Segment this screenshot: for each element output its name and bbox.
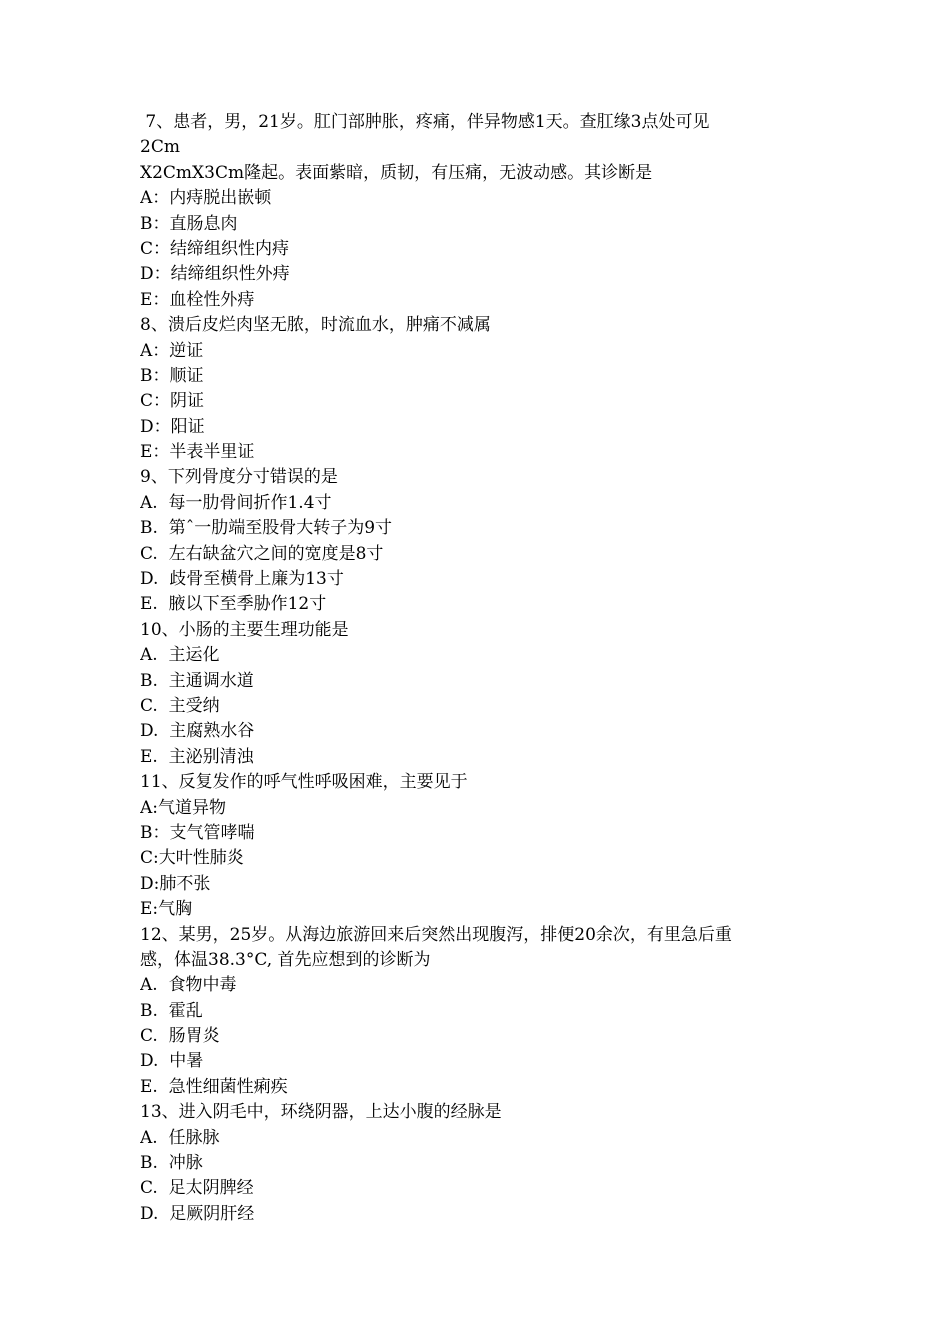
question-7-option-b: B：直肠息肉 (140, 213, 238, 234)
question-7-option-c: C：结缔组织性内痔 (140, 238, 290, 259)
question-7-stem-cont: X2CmX3Cm隆起。表面紫暗，质韧，有压痛，无波动感。其诊断是 (140, 162, 653, 183)
question-8-option-b: B：顺证 (140, 365, 204, 386)
question-7-option-a: A：内痔脱出嵌顿 (140, 188, 272, 209)
question-12-option-a: A. 食物中毒 (140, 975, 237, 996)
question-13-stem: 13、进入阴毛中，环绕阴器，上达小腹的经脉是 (140, 1102, 502, 1123)
question-7-stem: 7、患者，男，21岁。肛门部肿胀，疼痛，伴异物感1天。查肛缘3点处可见 (140, 112, 710, 132)
question-10-option-c: C. 主受纳 (140, 695, 220, 716)
question-8-option-a: A：逆证 (140, 340, 204, 361)
question-9-option-d: D. 歧骨至横骨上廉为13寸 (140, 569, 344, 590)
question-11-option-e: E:气胸 (140, 899, 193, 920)
question-10-stem: 10、小肠的主要生理功能是 (140, 619, 349, 640)
question-12-option-e: E. 急性细菌性痢疾 (140, 1076, 288, 1097)
question-7-option-e: E：血栓性外痔 (140, 289, 255, 310)
question-10-option-a: A. 主运化 (140, 645, 220, 666)
question-7-stem-cont: 2Cm (140, 137, 180, 158)
question-11-option-d: D:肺不张 (140, 873, 211, 894)
question-12-option-c: C. 肠胃炎 (140, 1026, 220, 1047)
question-11-option-a: A:气道异物 (140, 797, 227, 818)
question-9-option-b: B. 第ˆ一肋端至股骨大转子为9寸 (140, 518, 393, 539)
question-11-option-c: C:大叶性肺炎 (140, 848, 244, 869)
question-8-stem: 8、溃后皮烂肉坚无脓，时流血水，肿痛不减属 (140, 315, 491, 336)
question-8-option-d: D：阳证 (140, 416, 205, 437)
question-9-option-c: C. 左右缺盆穴之间的宽度是8寸 (140, 543, 384, 564)
question-10-option-e: E. 主泌别清浊 (140, 746, 254, 767)
question-13-option-c: C. 足太阴脾经 (140, 1178, 254, 1199)
question-7-option-d: D：结缔组织性外痔 (140, 264, 290, 285)
question-8-option-c: C：阴证 (140, 391, 205, 412)
question-11-stem: 11、反复发作的呼气性呼吸困难，主要见于 (140, 772, 468, 793)
question-12-stem-cont: 感，体温38.3°C, 首先应想到的诊断为 (140, 949, 431, 970)
question-10-option-d: D. 主腐熟水谷 (140, 721, 255, 742)
question-13-option-a: A. 任脉脉 (140, 1127, 220, 1148)
question-9-option-a: A. 每一肋骨间折作1.4寸 (140, 492, 332, 513)
question-12-option-b: B. 霍乱 (140, 1000, 203, 1021)
question-12-stem: 12、某男，25岁。从海边旅游回来后突然出现腹泻，排便20余次，有里急后重 (140, 924, 732, 945)
question-10-option-b: B. 主通调水道 (140, 670, 254, 691)
document-body (140, 110, 800, 1227)
question-12-option-d: D. 中暑 (140, 1051, 204, 1072)
question-11-option-b: B：支气管哮喘 (140, 822, 255, 843)
question-13-option-b: B. 冲脉 (140, 1153, 203, 1174)
question-13-option-d: D. 足厥阴肝经 (140, 1203, 255, 1224)
question-9-stem: 9、下列骨度分寸错误的是 (140, 467, 338, 488)
question-8-option-e: E：半表半里证 (140, 442, 255, 463)
question-9-option-e: E. 腋以下至季胁作12寸 (140, 594, 327, 615)
